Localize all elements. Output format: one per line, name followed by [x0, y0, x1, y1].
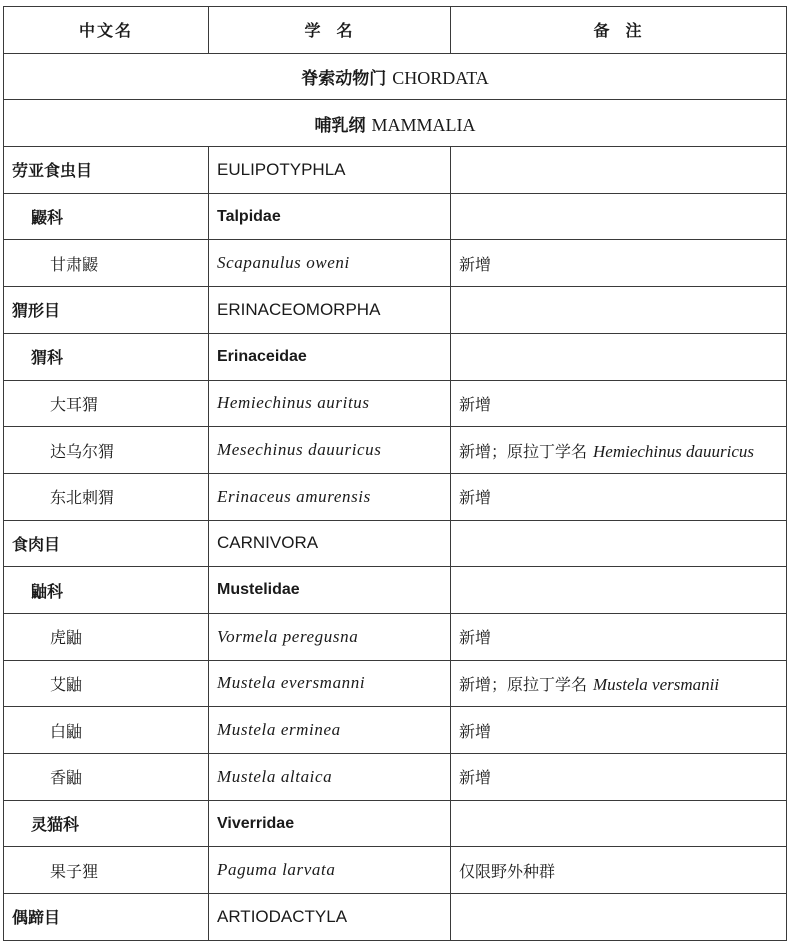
remarks-cell: [451, 754, 787, 801]
remarks-text: 新增: [459, 394, 492, 414]
chinese-name-cell: 偶蹄目: [4, 894, 209, 941]
class-cell: [4, 100, 787, 147]
remarks-cell: [451, 473, 787, 520]
remarks-former-latin-name: Mustela versmanii: [593, 674, 720, 694]
phylum-row: [4, 53, 787, 100]
family-row: [4, 567, 787, 614]
species-row: [4, 613, 787, 660]
remarks-cell: [451, 333, 787, 380]
chinese-name-cell: 猬形目: [4, 287, 209, 334]
chinese-name-cell: 鼹科: [4, 193, 209, 240]
scientific-name-cell: CARNIVORA: [209, 520, 451, 567]
scientific-name-cell: Talpidae: [209, 193, 451, 240]
family-row: [4, 800, 787, 847]
remarks-cell: [451, 613, 787, 660]
scientific-name-cell: Mustela erminea: [209, 707, 451, 754]
phylum-cell: [4, 53, 787, 100]
scientific-name-cell: Viverridae: [209, 800, 451, 847]
remarks-text: 新增: [459, 628, 492, 648]
chinese-name-cell: 果子狸: [4, 847, 209, 894]
class-latin: MAMMALIA: [371, 114, 476, 135]
chinese-name-cell: 甘肃鼹: [4, 240, 209, 287]
remarks-cell: [451, 800, 787, 847]
remarks-cell: [451, 660, 787, 707]
class-chinese: 哺乳纲: [314, 115, 366, 136]
remarks-text: 新增: [459, 488, 492, 508]
family-row: [4, 193, 787, 240]
remarks-text: 仅限野外种群: [459, 861, 556, 881]
scientific-name-cell: Paguma larvata: [209, 847, 451, 894]
chinese-name-cell: 白鼬: [4, 707, 209, 754]
chinese-name-cell: 香鼬: [4, 754, 209, 801]
header-remarks: [451, 7, 787, 54]
scientific-name-cell: Erinaceidae: [209, 333, 451, 380]
phylum-latin: CHORDATA: [392, 68, 489, 89]
remarks-cell: [451, 240, 787, 287]
header-scientific-name: [209, 7, 451, 54]
order-row: [4, 894, 787, 941]
remarks-cell: [451, 380, 787, 427]
remarks-cell: [451, 894, 787, 941]
header-scientific-name-char2: 名: [336, 21, 355, 41]
scientific-name-cell: Vormela peregusna: [209, 613, 451, 660]
chinese-name-cell: 达乌尔猬: [4, 427, 209, 474]
remarks-cell: [451, 147, 787, 194]
remarks-cell: [451, 707, 787, 754]
remarks-former-latin-name: Hemiechinus dauuricus: [593, 441, 755, 461]
chinese-name-cell: 食肉目: [4, 520, 209, 567]
scientific-name-cell: Erinaceus amurensis: [209, 473, 451, 520]
remarks-text: 新增: [459, 254, 492, 274]
scientific-name-cell: Scapanulus oweni: [209, 240, 451, 287]
species-row: [4, 847, 787, 894]
header-remarks-char1: 备: [593, 21, 612, 41]
scientific-name-cell: ERINACEOMORPHA: [209, 287, 451, 334]
species-row: [4, 660, 787, 707]
header-chinese-name: 中文名: [4, 7, 209, 54]
class-row: [4, 100, 787, 147]
chinese-name-cell: 大耳猬: [4, 380, 209, 427]
chinese-name-cell: 鼬科: [4, 567, 209, 614]
remarks-cell: [451, 847, 787, 894]
chinese-name-cell: 灵猫科: [4, 800, 209, 847]
species-list-table: [3, 6, 787, 941]
species-row: [4, 707, 787, 754]
order-row: [4, 147, 787, 194]
order-row: [4, 520, 787, 567]
remarks-cell: [451, 520, 787, 567]
scientific-name-cell: Mustelidae: [209, 567, 451, 614]
remarks-text: 新增；原拉丁学名: [459, 441, 588, 461]
header-scientific-name-char1: 学: [304, 21, 323, 41]
species-row: [4, 380, 787, 427]
family-row: [4, 333, 787, 380]
chinese-name-cell: 猬科: [4, 333, 209, 380]
species-row: [4, 754, 787, 801]
scientific-name-cell: Mustela eversmanni: [209, 660, 451, 707]
remarks-text: 新增: [459, 768, 492, 788]
remarks-cell: [451, 567, 787, 614]
order-row: [4, 287, 787, 334]
scientific-name-cell: EULIPOTYPHLA: [209, 147, 451, 194]
chinese-name-cell: 艾鼬: [4, 660, 209, 707]
scientific-name-cell: Mustela altaica: [209, 754, 451, 801]
table-header-row: [4, 7, 787, 54]
species-row: [4, 427, 787, 474]
species-row: [4, 473, 787, 520]
remarks-cell: [451, 427, 787, 474]
chinese-name-cell: 东北刺猬: [4, 473, 209, 520]
remarks-text: 新增: [459, 721, 492, 741]
scientific-name-cell: Hemiechinus auritus: [209, 380, 451, 427]
remarks-text: 新增；原拉丁学名: [459, 674, 588, 694]
remarks-cell: [451, 193, 787, 240]
chinese-name-cell: 虎鼬: [4, 613, 209, 660]
species-row: [4, 240, 787, 287]
chinese-name-cell: 劳亚食虫目: [4, 147, 209, 194]
scientific-name-cell: Mesechinus dauuricus: [209, 427, 451, 474]
remarks-cell: [451, 287, 787, 334]
header-remarks-char2: 注: [625, 21, 644, 41]
scientific-name-cell: ARTIODACTYLA: [209, 894, 451, 941]
phylum-chinese: 脊索动物门: [301, 69, 387, 90]
